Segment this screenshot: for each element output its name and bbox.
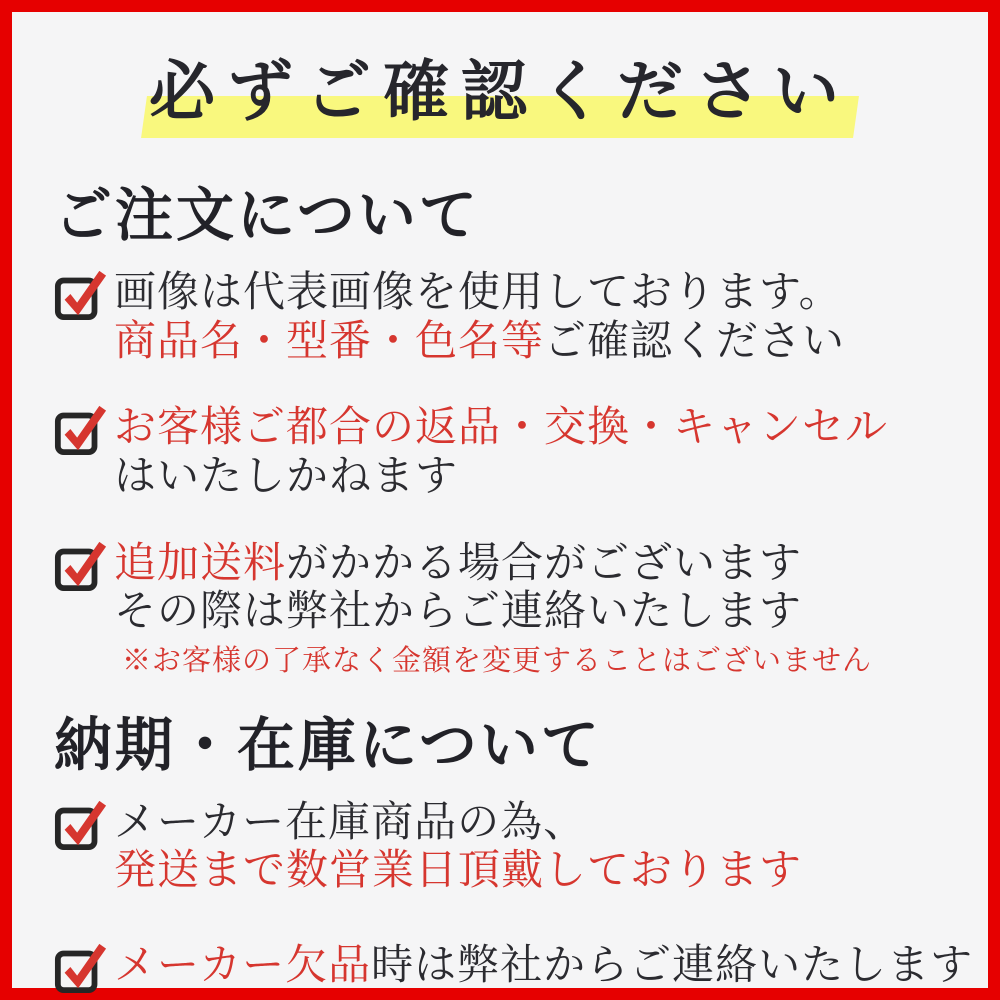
- checkbox-checked-icon: [54, 796, 108, 852]
- checklist-item-text: [114, 537, 872, 678]
- notice-content: [12, 181, 988, 995]
- price-change-note: ※お客様の了承なく金額を変更することはございません: [122, 643, 873, 678]
- item-text-segment-emphasis: メーカー欠品: [114, 939, 372, 989]
- title-banner: [12, 12, 988, 154]
- checklist-item-text: [114, 401, 888, 500]
- item-text-segment: 画像は代表画像を使用しております。: [114, 266, 842, 316]
- checkbox-checked-icon: [54, 401, 108, 457]
- checkbox-checked-icon: [54, 939, 108, 995]
- item-text-segment-emphasis: 発送まで数営業日頂戴しております: [114, 845, 803, 895]
- checklist-item-representative-image: [54, 266, 946, 365]
- checkbox-checked-icon: [54, 537, 108, 593]
- item-text-segment: 時は弊社からご連絡いたします: [371, 939, 974, 989]
- checklist-item-text: [114, 796, 802, 895]
- section-heading-order: ご注文について: [54, 181, 480, 249]
- page-title: 必ずご確認ください: [149, 52, 851, 130]
- checklist-item-maker-stock: [54, 796, 946, 895]
- item-text-segment: がかかる場合がございます: [286, 537, 803, 587]
- item-text-segment: メーカー在庫商品の為、: [114, 796, 587, 846]
- item-text-segment-emphasis: 追加送料: [114, 537, 287, 587]
- item-text-segment: はいたしかねます: [114, 450, 459, 500]
- item-text-segment: その際は弊社からご連絡いたします: [114, 586, 803, 636]
- checklist-item-returns: [54, 401, 946, 500]
- section-heading-delivery-stock: 納期・在庫について: [54, 710, 602, 779]
- checklist-item-extra-shipping: [54, 537, 946, 678]
- checklist-item-text: [114, 266, 845, 365]
- checklist-item-maker-shortage: [54, 939, 974, 995]
- item-text-segment: ご確認ください: [544, 315, 846, 365]
- item-text-segment-emphasis: お客様ご都合の返品・交換・キャンセル: [114, 402, 889, 452]
- item-text-segment-emphasis: 商品名・型番・色名等: [114, 315, 545, 365]
- checkbox-checked-icon: [54, 266, 108, 322]
- checklist-item-text: [114, 939, 973, 990]
